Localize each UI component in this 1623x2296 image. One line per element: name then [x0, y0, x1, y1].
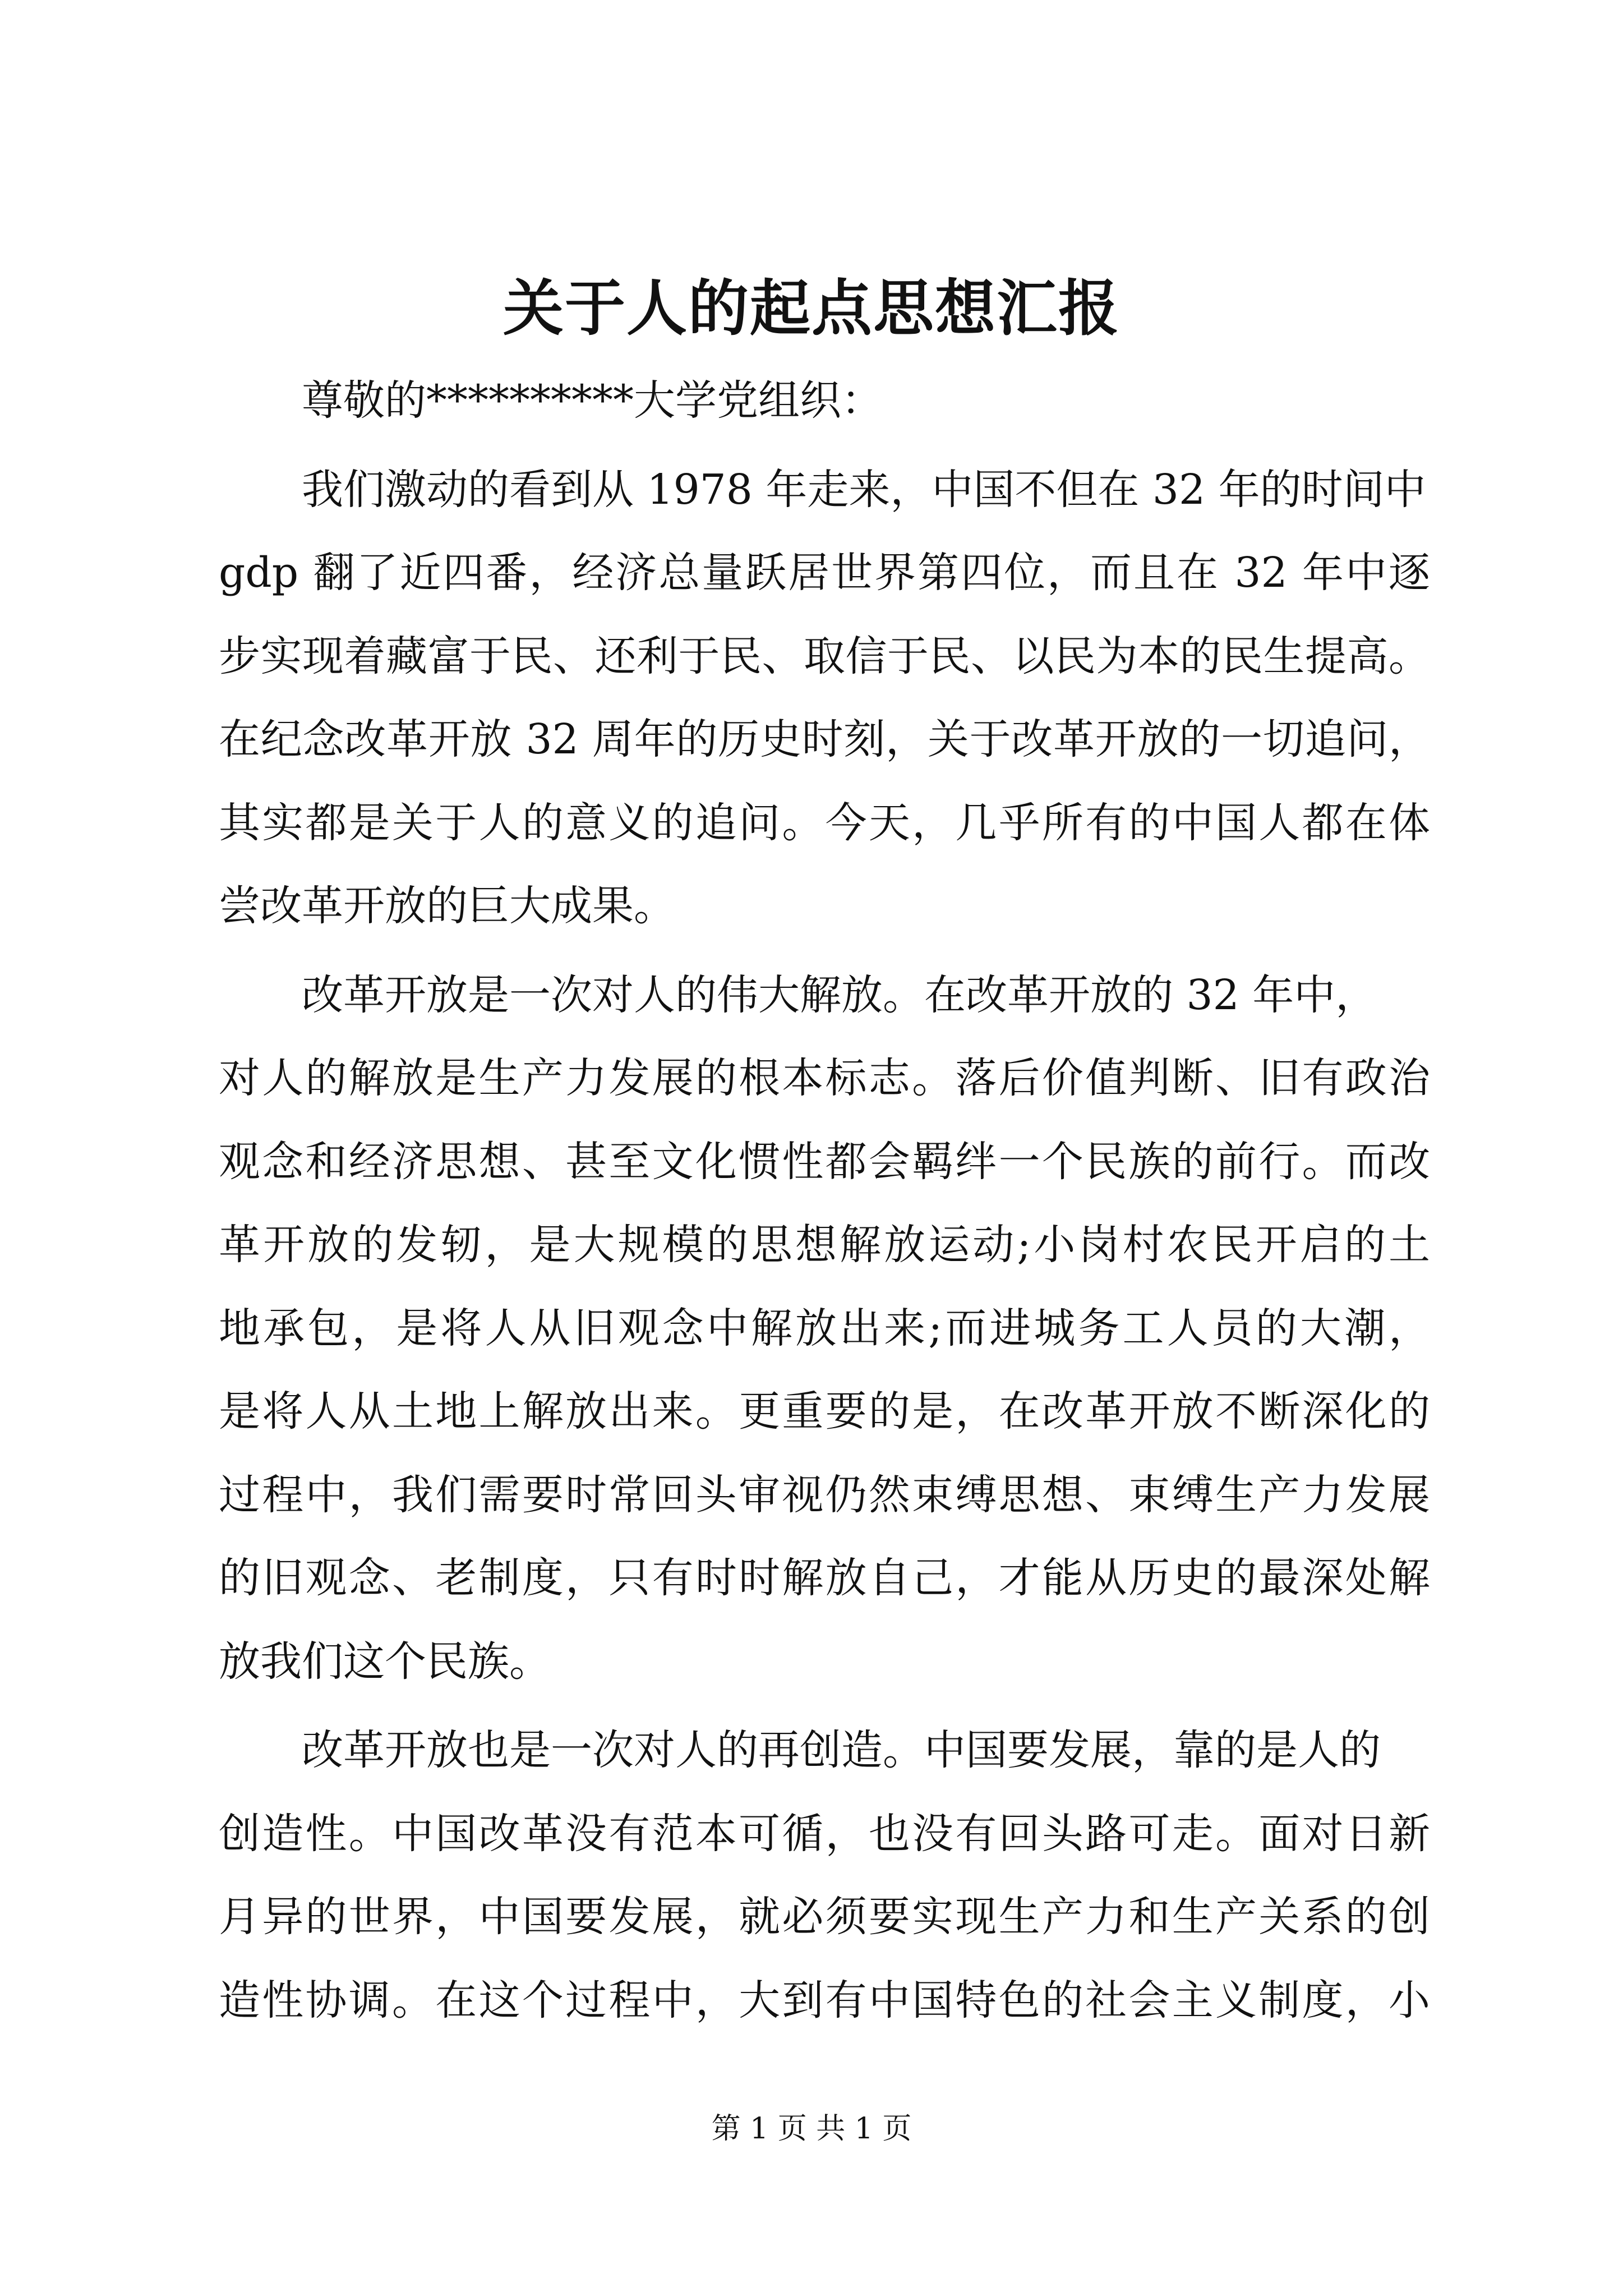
- paragraph-line: 其实都是关于人的意义的追问。今天，几乎所有的中国人都在体: [219, 798, 1430, 847]
- paragraph-spacer: [219, 1703, 1430, 1709]
- paragraph-line: 在纪念改革开放 32 周年的历史时刻，关于改革开放的一切追问，: [219, 715, 1430, 763]
- paragraph-line: 是将人从土地上解放出来。更重要的是，在改革开放不断深化的: [219, 1387, 1430, 1435]
- paragraph-2: [219, 954, 1430, 1704]
- paragraph-line: 对人的解放是生产力发展的根本标志。落后价值判断、旧有政治: [219, 1054, 1430, 1102]
- paragraph-spacer: [219, 443, 1430, 448]
- page-footer: 第 1 页 共 1 页: [711, 2112, 912, 2146]
- paragraph-line: 过程中，我们需要时常回头审视仍然束缚思想、束缚生产力发展: [219, 1470, 1430, 1519]
- document-body: [219, 359, 1430, 2042]
- paragraph-line: gdp 翻了近四番，经济总量跃居世界第四位，而且在 32 年中逐: [219, 549, 1430, 597]
- paragraph-line: 放我们这个民族。: [219, 1637, 551, 1686]
- document-title: 关于人的起点思想汇报: [502, 273, 1120, 344]
- paragraph-spacer: [219, 948, 1430, 954]
- paragraph-line: 地承包，是将人从旧观念中解放出来;而进城务工人员的大潮，: [219, 1304, 1430, 1352]
- paragraph-line: 改革开放是一次对人的伟大解放。在改革开放的 32 年中，: [302, 970, 1377, 1019]
- paragraph-line: 步实现着藏富于民、还利于民、取信于民、以民为本的民生提高。: [219, 632, 1430, 680]
- paragraph-line: 改革开放也是一次对人的再创造。中国要发展，靠的是人的: [302, 1726, 1381, 1774]
- paragraph-line: 的旧观念、老制度，只有时时解放自己，才能从历史的最深处解: [219, 1554, 1430, 1602]
- paragraph-line: 造性协调。在这个过程中，大到有中国特色的社会主义制度，小: [219, 1976, 1430, 2024]
- paragraph-line: 革开放的发轫，是大规模的思想解放运动;小岗村农民开启的土: [219, 1221, 1430, 1269]
- paragraph-1: [219, 448, 1430, 948]
- salutation: 尊敬的**********大学党组织：: [302, 376, 883, 425]
- paragraph-3: [219, 1709, 1430, 2042]
- paragraph-line: 尝改革开放的巨大成果。: [219, 882, 675, 930]
- paragraph-line: 创造性。中国改革没有范本可循，也没有回头路可走。面对日新: [219, 1809, 1430, 1858]
- paragraph-line: 观念和经济思想、甚至文化惯性都会羁绊一个民族的前行。而改: [219, 1137, 1430, 1186]
- paragraph-line: 月异的世界，中国要发展，就必须要实现生产力和生产关系的创: [219, 1893, 1430, 1941]
- paragraph-line: 我们激动的看到从 1978 年走来，中国不但在 32 年的时间中: [302, 465, 1426, 514]
